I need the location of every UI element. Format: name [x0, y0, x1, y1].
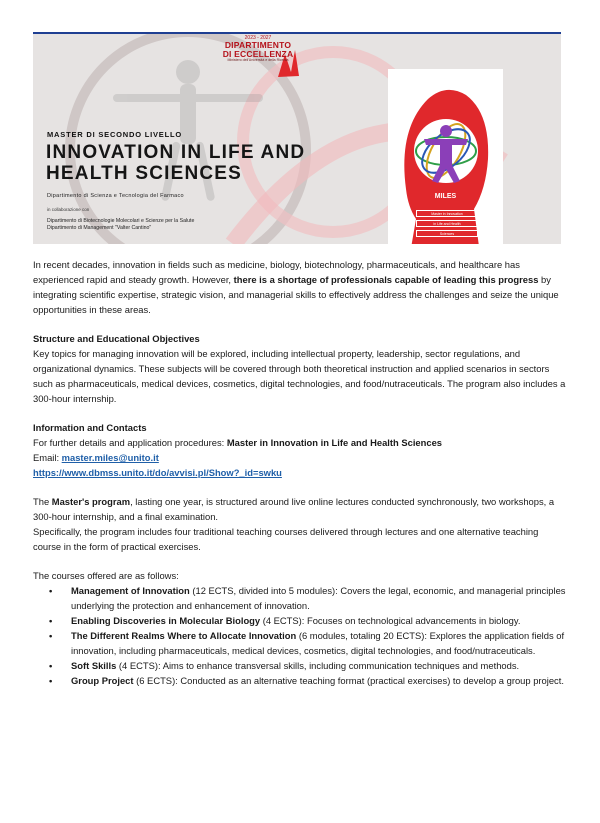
program-url-link[interactable]: https://www.dbmss.unito.it/do/avvisi.pl/Show?_id=swku — [33, 467, 282, 478]
logo-line-1: DIPARTIMENTO — [224, 40, 292, 50]
program-emphasis: Master's program — [51, 496, 131, 507]
partner-department-2: Dipartimento di Management "Valter Cantino" — [47, 225, 152, 231]
courses-intro: The courses offered are as follows: — [33, 570, 179, 581]
course-name: Group Project — [71, 675, 134, 686]
miles-chip-3: Sciences — [416, 230, 478, 237]
program-text-a: The — [33, 496, 52, 507]
contacts-heading: Information and Contacts — [33, 422, 147, 433]
course-name: Management of Innovation — [71, 585, 190, 596]
logo-line-3: Ministero dell'Università e della Ricerca — [227, 58, 289, 62]
list-item — [71, 673, 568, 688]
intro-paragraph — [33, 257, 568, 317]
program-paragraph-2: Specifically, the program includes four traditional teaching courses delivered through lectures and one alternative teaching course in the form of practical exercises. — [33, 526, 539, 552]
course-description: (4 ECTS): Focuses on technological advancements in biology. — [260, 615, 521, 626]
course-description: (6 modules, totaling 20 ECTS): Explores the application fields of innovation, including pharmaceuticals, medical devices, cosmetics, digital technologies, and food/nutraceuticals. — [71, 630, 565, 656]
structure-heading: Structure and Educational Objectives — [33, 333, 200, 344]
list-item — [71, 583, 568, 613]
contacts-program-name: Master in Innovation in Life and Health Sciences — [226, 437, 443, 448]
banner-top-rule — [33, 32, 561, 34]
courses-list — [33, 583, 568, 688]
logo-years: 2023 - 2027 — [244, 35, 272, 41]
course-description: (6 ECTS): Conducted as an alternative teaching format (practical exercises) to develop a group project. — [133, 675, 564, 686]
program-text-b: , lasting one year, is structured around live online lectures conducted synchronously, two workshops, a 300-hour internship, and a final examination. — [33, 496, 555, 522]
list-item — [71, 658, 568, 673]
miles-poster — [388, 69, 503, 244]
program-paragraph — [33, 494, 568, 524]
course-description: (12 ECTS, divided into 5 modules): Covers the legal, economic, and managerial principles underlying the protection and enhancement of innovation. — [71, 585, 566, 611]
course-description: (4 ECTS): Aims to enhance transversal skills, including communication techniques and methods. — [116, 660, 520, 671]
course-name: Soft Skills — [71, 660, 117, 671]
intro-text-b: by integrating scientific expertise, strategic vision, and managerial skills to effectively address the challenges and seize the unique opportunities in these areas. — [33, 274, 559, 315]
contacts-details — [33, 435, 568, 450]
contacts-details-text: For further details and application procedures: — [33, 437, 227, 448]
dipartimento-eccellenza-logo — [221, 36, 295, 63]
logo-line-2: DI ECCELLENZA — [222, 48, 294, 59]
contacts-url-line — [33, 465, 568, 480]
header-banner — [33, 32, 561, 244]
document-body — [33, 257, 568, 688]
partner-department-1: Dipartimento di Biotecnologie Molecolari e Scienze per la Salute — [47, 218, 195, 224]
intro-text-a: In recent decades, innovation in fields such as medicine, biology, biotechnology, pharmaceuticals, and healthcare has experienced rapid and steady growth. However, — [33, 259, 520, 285]
miles-title: MILES — [434, 193, 457, 200]
email-label: Email: — [33, 452, 62, 463]
program-title: INNOVATION IN LIFE AND HEALTH SCIENCES — [46, 142, 306, 184]
structure-paragraph: Key topics for managing innovation will be explored, including intellectual property, leadership, sector regulations, and organizational dynamics. These subjects will be covered through both theoretical instruction and applied scenarios in sectors such as pharmaceuticals, medical devices, cosmetics, digital technologies, and food/nutraceuticals. The program also includes a 300-hour internship. — [33, 348, 566, 404]
email-link[interactable]: master.miles@unito.it — [61, 452, 159, 463]
list-item — [71, 628, 568, 658]
collaboration-label: in collaborazione con — [47, 207, 90, 212]
list-item — [71, 613, 568, 628]
main-department: Dipartimento di Scienza e Tecnologia del Farmaco — [47, 193, 184, 199]
miles-chip-1: Master in Innovation — [416, 210, 478, 217]
course-name: The Different Realms Where to Allocate Innovation — [71, 630, 297, 641]
master-level-label: MASTER DI SECONDO LIVELLO — [47, 130, 183, 139]
contacts-email-line — [33, 450, 568, 465]
course-name: Enabling Discoveries in Molecular Biology — [71, 615, 261, 626]
intro-emphasis: there is a shortage of professionals capable of leading this progress — [233, 274, 539, 285]
miles-chip-2: in Life and Health — [416, 220, 478, 227]
